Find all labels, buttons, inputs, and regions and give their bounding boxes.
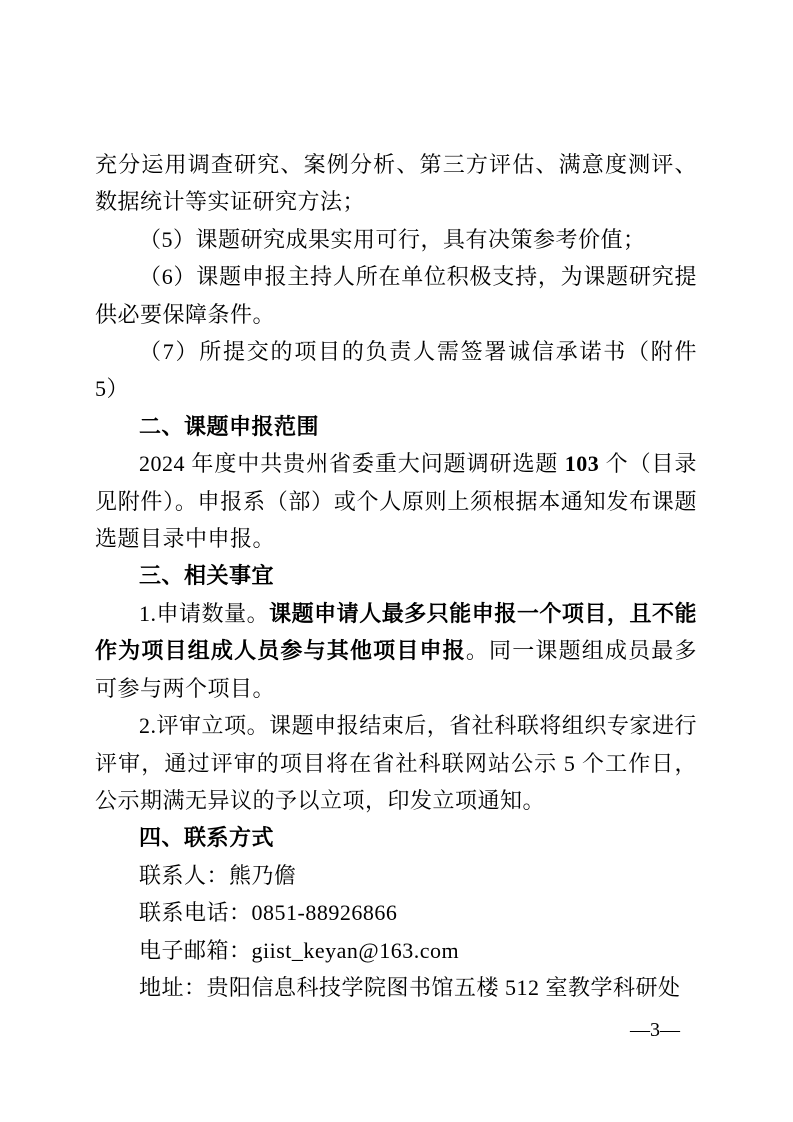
document-content: [95, 146, 697, 1006]
heading-application-scope: 二、课题申报范围: [139, 413, 320, 439]
contact-person-line: 联系人：熊乃儋: [139, 862, 297, 888]
quantity-text-rest: 。同一课题组成员最多可参与两个项目。: [95, 638, 697, 701]
paragraph-condition-5: （5）课题研究成果实用可行，具有决策参考价值；: [139, 226, 646, 252]
paragraph-application-scope: [95, 445, 697, 557]
paragraph-application-quantity: [95, 595, 697, 707]
contact-address-line: 地址：贵阳信息科技学院图书馆五楼 512 室教学科研处: [139, 974, 681, 1000]
paragraph-methods-continuation: 充分运用调查研究、案例分析、第三方评估、满意度测评、数据统计等实证研究方法；: [95, 152, 697, 215]
contact-phone-line: 联系电话：0851-88926866: [139, 900, 398, 926]
heading-contact-info: 四、联系方式: [139, 825, 275, 851]
quantity-text-lead: 1.申请数量。: [139, 600, 270, 626]
contact-email-line: 电子邮箱：giist_keyan@163.com: [139, 937, 460, 963]
heading-related-matters: 三、相关事宜: [139, 563, 275, 589]
page-number: —3—: [630, 1019, 680, 1041]
quantity-bold-rule: 课题申请人最多只能申报一个项目，且不能作为项目组成人员参与其他项目申报: [95, 600, 697, 664]
scope-text-rest: 个（目录见附件）。申报系（部）或个人原则上须根据本通知发布课题选题目录中申报。: [95, 451, 697, 552]
paragraph-condition-6: （6）课题申报主持人所在单位积极支持，为课题研究提供必要保障条件。: [95, 264, 697, 327]
scope-text-lead: 2024 年度中共贵州省委重大问题调研选题: [139, 451, 565, 477]
paragraph-review-approval: 2.评审立项。课题申报结束后，省社科联将组织专家进行评审，通过评审的项目将在省社科联网站公示 5 个工作日，公示期满无异议的予以立项，印发立项通知。: [95, 713, 697, 813]
scope-topic-count: 103: [564, 451, 600, 477]
paragraph-condition-7: （7）所提交的项目的负责人需签署诚信承诺书（附件 5）: [95, 339, 697, 402]
